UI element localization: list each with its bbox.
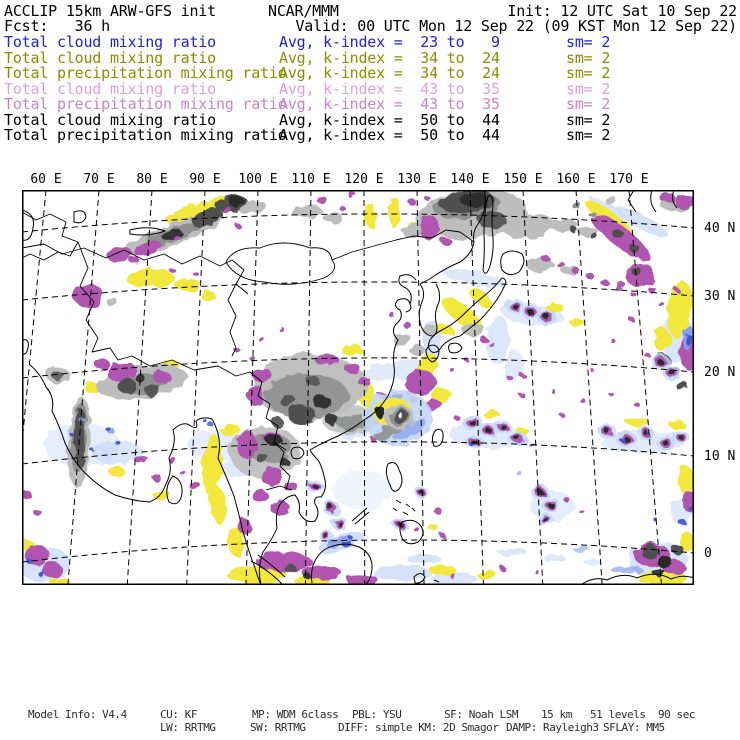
legend-sm: sm= 2	[566, 33, 611, 51]
footer-item: MP: WDM 6class	[252, 708, 339, 721]
y-tick-label: 40 N	[704, 221, 736, 236]
legend-label: Total cloud mixing ratio	[4, 79, 216, 98]
x-tick-label: 150 E	[503, 172, 543, 187]
legend-sm: sm= 2	[566, 110, 611, 129]
plot-title: ACCLIP 15km ARW-GFS init	[4, 2, 216, 20]
legend-kindex: Avg, k-index = 34 to 24	[279, 48, 500, 67]
legend-label: Total precipitation mixing ratio	[4, 64, 287, 82]
footer-item: PBL: YSU	[352, 708, 402, 721]
x-tick-label: 60 E	[30, 172, 62, 187]
footer-item: DAMP: Rayleigh3	[506, 721, 599, 734]
x-tick-label: 140 E	[450, 172, 490, 187]
legend-label: Total cloud mixing ratio	[4, 48, 216, 67]
x-tick-label: 160 E	[556, 172, 596, 187]
cloud-layer	[22, 190, 694, 585]
x-tick-label: 110 E	[291, 172, 331, 187]
weather-map	[22, 190, 694, 585]
footer-item: LW: RRTMG	[160, 721, 216, 734]
legend-kindex: Avg, k-index = 43 to 35	[279, 95, 500, 113]
legend-label: Total cloud mixing ratio	[4, 110, 216, 129]
legend-sm: sm= 2	[566, 48, 611, 67]
footer-item: 15 km	[541, 708, 572, 721]
footer-item: Model Info: V4.4	[28, 708, 127, 721]
x-tick-label: 90 E	[189, 172, 221, 187]
x-tick-label: 170 E	[609, 172, 649, 187]
x-tick-label: 70 E	[83, 172, 115, 187]
legend-sm: sm= 2	[566, 79, 611, 98]
legend-kindex: Avg, k-index = 50 to 44	[279, 126, 500, 144]
footer-item: DIFF: simple KM: 2D Smagor	[338, 721, 499, 734]
footer-item: SW: RRTMG	[250, 721, 306, 734]
legend-kindex: Avg, k-index = 34 to 24	[279, 64, 500, 82]
x-tick-label: 120 E	[344, 172, 384, 187]
y-tick-label: 20 N	[704, 365, 736, 380]
legend-kindex: Avg, k-index = 23 to 9	[279, 33, 500, 51]
legend-label: Total cloud mixing ratio	[4, 33, 216, 51]
footer-item: 51 levels	[590, 708, 646, 721]
footer-item: SFLAY: MM5	[603, 721, 665, 734]
init-time: Init: 12 UTC Sat 10 Sep 22	[507, 2, 737, 20]
footer-item: CU: KF	[160, 708, 198, 721]
typhoon	[364, 390, 432, 446]
legend-label: Total precipitation mixing ratio	[4, 95, 287, 113]
forecast-hour: Fcst: 36 h	[4, 17, 110, 35]
y-tick-label: 30 N	[704, 289, 736, 304]
legend-kindex: Avg, k-index = 50 to 44	[279, 110, 500, 129]
map-canvas	[22, 190, 694, 585]
x-tick-label: 130 E	[397, 172, 437, 187]
org-label: NCAR/MMM	[268, 2, 339, 20]
footer-item: 90 sec	[658, 708, 696, 721]
legend-sm: sm= 2	[566, 64, 611, 82]
valid-time: Valid: 00 UTC Mon 12 Sep 22 (09 KST Mon 12 Sep 22)	[295, 17, 737, 35]
legend-sm: sm= 2	[566, 126, 611, 144]
legend-label: Total precipitation mixing ratio	[4, 126, 287, 144]
legend-kindex: Avg, k-index = 43 to 35	[279, 79, 500, 98]
x-tick-label: 100 E	[238, 172, 278, 187]
footer-item: SF: Noah LSM	[444, 708, 519, 721]
y-tick-label: 0	[704, 546, 712, 561]
x-tick-label: 80 E	[136, 172, 168, 187]
y-tick-label: 10 N	[704, 449, 736, 464]
legend-sm: sm= 2	[566, 95, 611, 113]
